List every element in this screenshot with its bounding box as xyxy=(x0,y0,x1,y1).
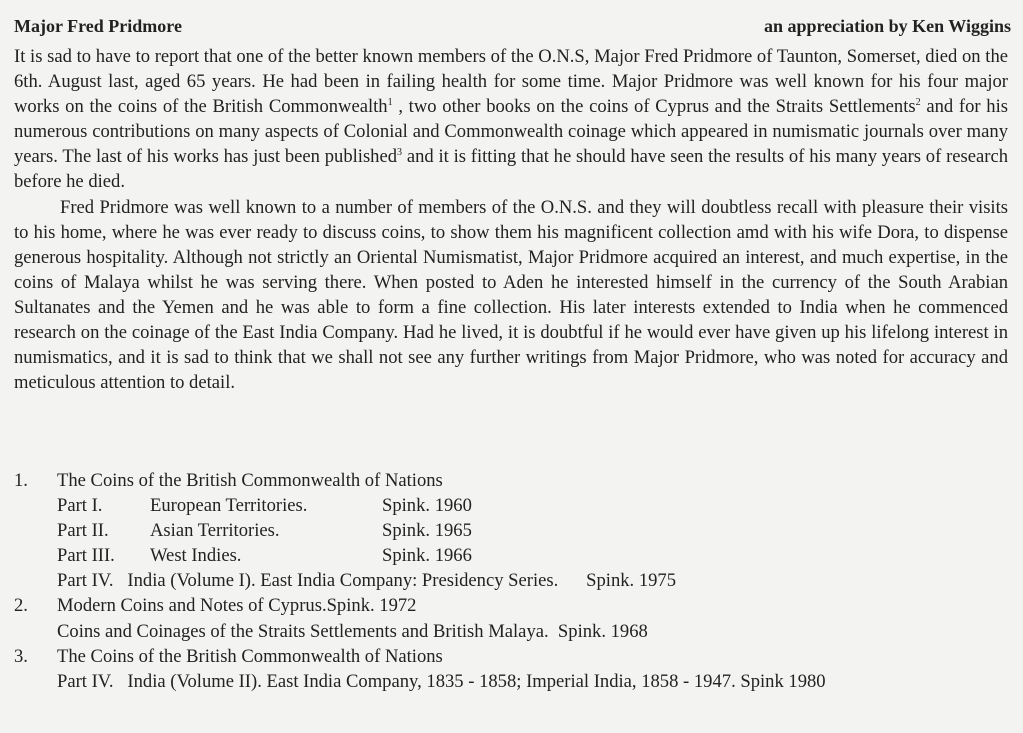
footnote-line: Coins and Coinages of the Straits Settlements and British Malaya. Spink. 1968 xyxy=(57,620,648,642)
footnote-title: The Coins of the British Commonwealth of Nations xyxy=(57,470,443,491)
part-publisher: Spink. 1965 xyxy=(382,520,472,542)
article-byline: an appreciation by Ken Wiggins xyxy=(763,16,1011,36)
footnote-ref-1: 1 xyxy=(387,97,393,109)
paragraph-2: Fred Pridmore was well known to a number of members of the O.N.S. and they will doubtless recall with pleasure their visits to his home, where he was ever ready to discuss coins, to show them his magnificent collection amd with his wife Dora, to dispense generous hospitality. Although not strictly an Oriental Numismatist, Major Pridmore acquired an interest, and much expertise, in the coins of Malaya whilst he was serving there. When posted to Aden he interested himself in the currency of the South Arabian Sultanates and the Yemen and he was able to form a fine collection. His later interests extended to India when he commenced research on the coinage of the East India Company. Had he lived, it is doubtful if he would ever have given up his lifelong interest in numismatics, and it is sad to think that we shall not see any further writings from Major Pridmore, who was noted for accuracy and meticulous attention to detail. xyxy=(14,196,1008,394)
footnote-number: 3. xyxy=(14,645,28,667)
part-label: Part III. xyxy=(57,545,115,567)
paragraph-1-text-d: and it is fitting that he should have seen the results of his many years of research before he died. xyxy=(14,146,1008,193)
paragraph-1-text-c: and for his numerous contributions on many aspects of Colonial and Commonwealth coinage which appeared in numismatic journals over many years. The last of his works has just been published xyxy=(14,96,1009,168)
footnote-line: The Coins of the British Commonwealth of Nations xyxy=(57,645,443,667)
footnote-line: Modern Coins and Notes of Cyprus.Spink. 1972 xyxy=(57,595,417,617)
part-title: European Territories. xyxy=(150,495,308,517)
footnote-3 xyxy=(14,644,826,694)
footnote-ref-3: 3 xyxy=(397,147,403,159)
paragraph-1-text-a: It is sad to have to report that one of the better known members of the O.N.S, Major Fred Pridmore of Taunton, Somerset, died on the 6th. August last, aged 65 years. He had been in failing health for some time. Major Pridmore was well known for his four major works on the coins of the British Commonwealth xyxy=(14,46,1008,118)
footnote-ref-2: 2 xyxy=(915,97,921,109)
part-publisher: Spink. 1960 xyxy=(382,495,472,517)
footnote-part-row xyxy=(14,543,826,568)
part-title: West Indies. xyxy=(150,545,242,567)
article-body xyxy=(14,44,1008,395)
part-label: Part I. xyxy=(57,495,103,517)
footnote-line: Part IV. India (Volume II). East India Company, 1835 - 1858; Imperial India, 1858 - 1947. Spink 1980 xyxy=(57,670,826,692)
footnote-number: 1. xyxy=(14,470,28,491)
footnotes xyxy=(14,468,826,694)
part-publisher: Spink. 1966 xyxy=(382,545,472,567)
footnote-part-row xyxy=(14,518,826,543)
footnote-number: 2. xyxy=(14,595,28,617)
article-title: Major Fred Pridmore xyxy=(14,16,182,36)
part-label: Part II. xyxy=(57,520,109,542)
paragraph-1-text-b: , two other books on the coins of Cyprus and the Straits Settlements xyxy=(392,96,916,118)
footnote-part-row xyxy=(14,493,826,518)
footnote-1 xyxy=(14,468,826,593)
footnote-2 xyxy=(14,593,826,643)
part-title: Asian Territories. xyxy=(150,520,280,542)
article-header xyxy=(14,13,1011,39)
paragraph-1 xyxy=(14,44,1008,195)
footnote-part-4: Part IV. India (Volume I). East India Company: Presidency Series. Spink. 1975 xyxy=(57,570,677,592)
